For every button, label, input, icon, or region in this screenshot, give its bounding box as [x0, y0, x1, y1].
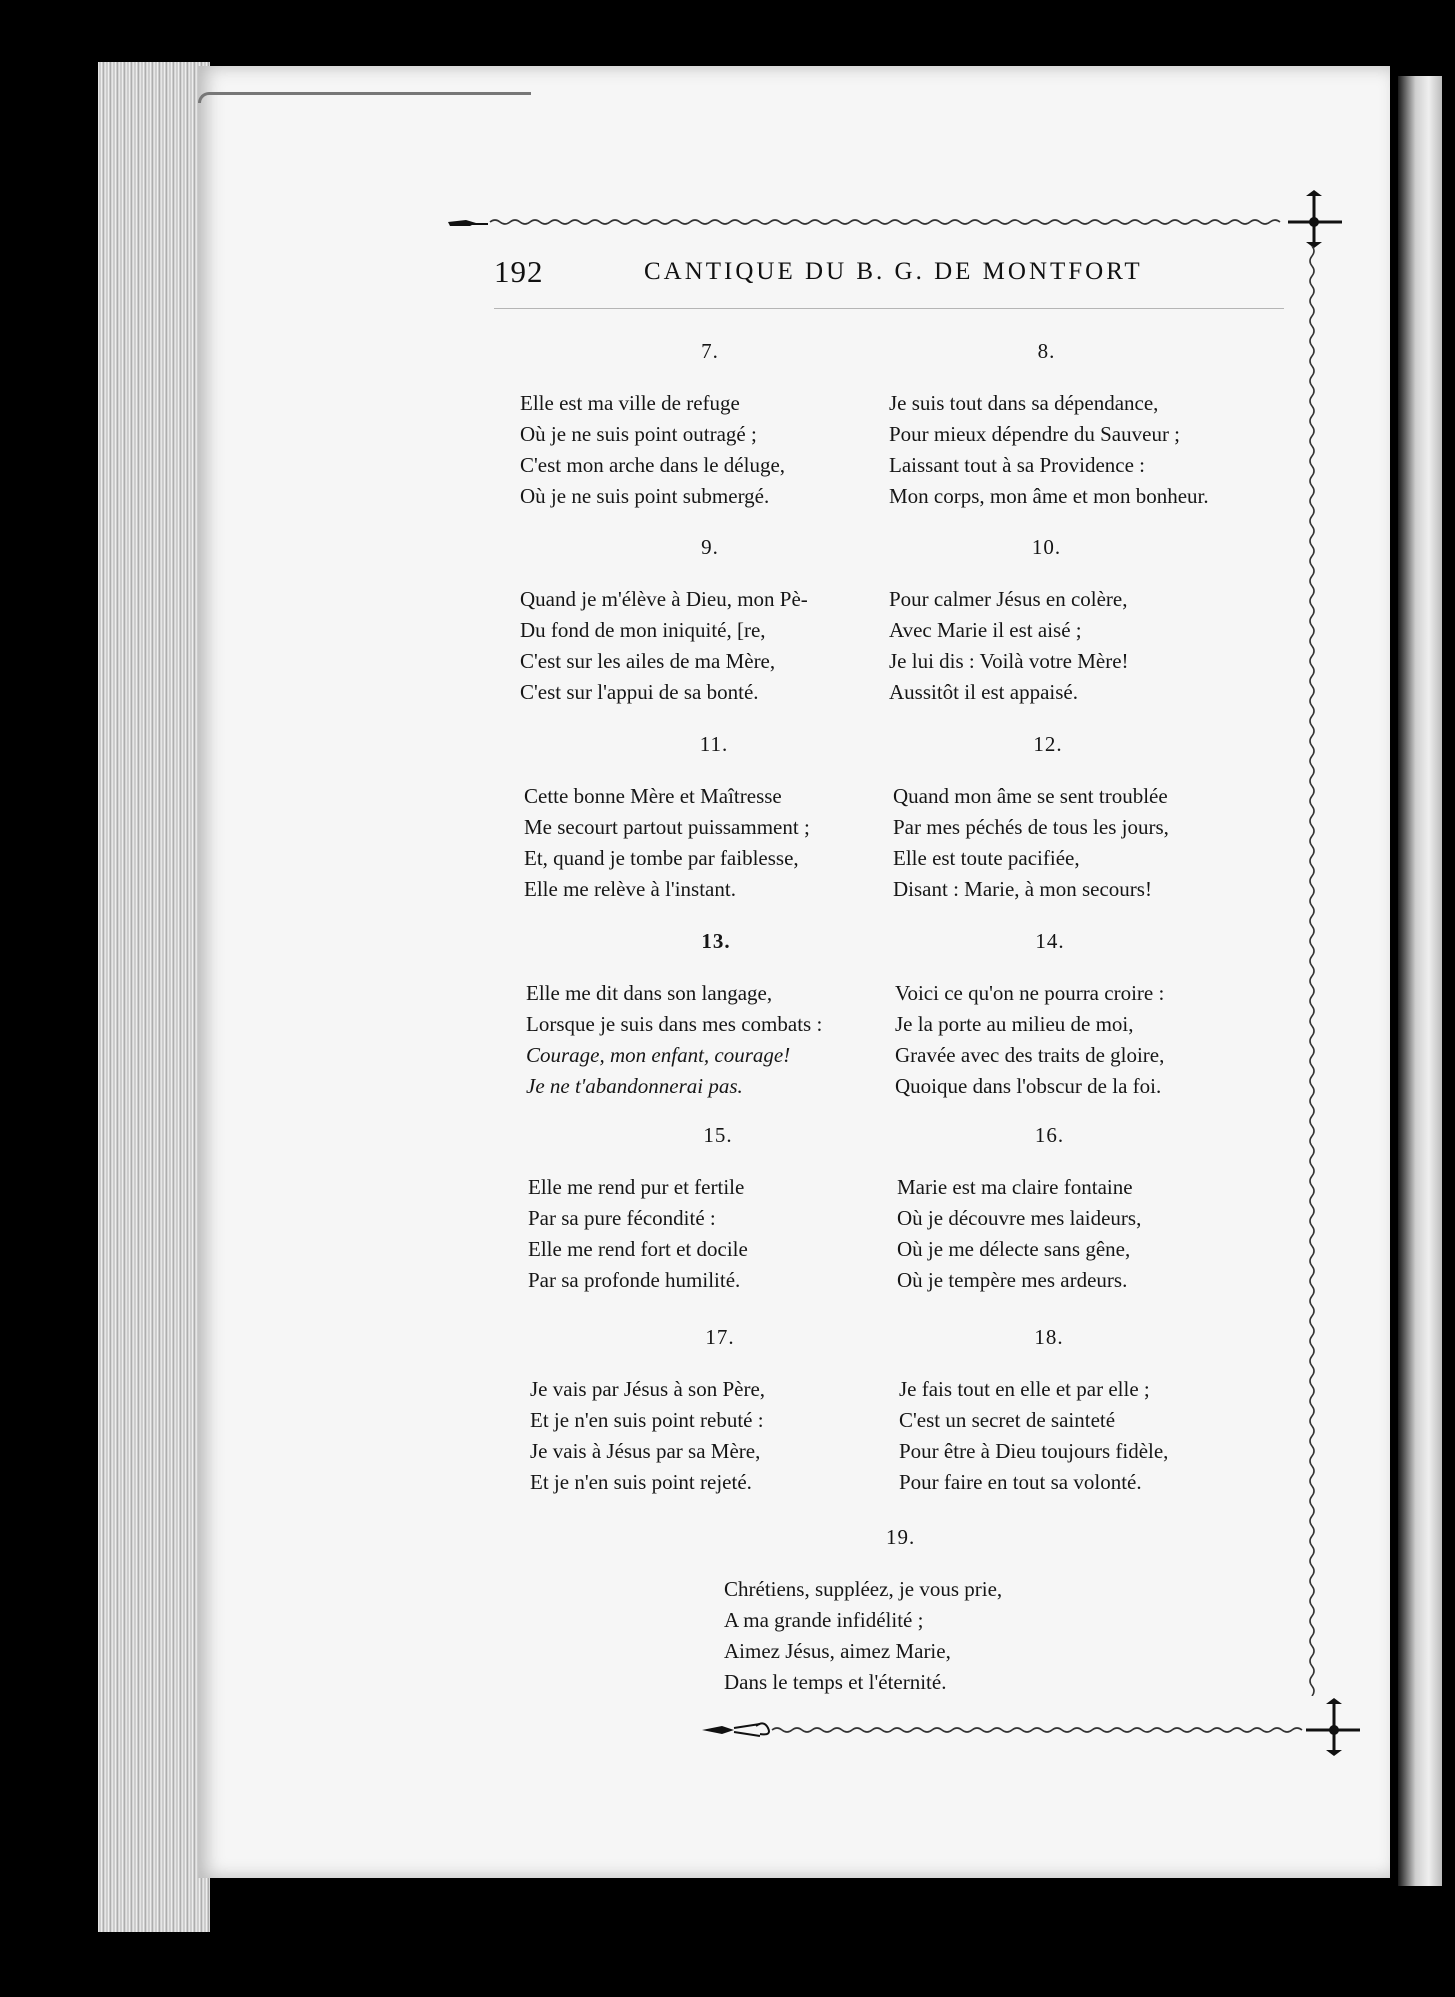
verse-line: Me secourt partout puissamment ;: [524, 815, 810, 839]
stanza-number: 13.: [701, 929, 731, 953]
stanza-13: [526, 924, 906, 1102]
header-rule: [494, 308, 1284, 309]
stanza-8: [889, 334, 1309, 512]
verse-line: Par sa profonde humilité.: [528, 1268, 741, 1292]
stanza-16: [897, 1118, 1277, 1296]
verse-line: C'est mon arche dans le déluge,: [520, 453, 786, 477]
top-ornament-border: [440, 190, 1360, 250]
stanza-9: [520, 530, 900, 708]
verse-line: Où je découvre mes laideurs,: [897, 1206, 1142, 1230]
stanza-10: [889, 530, 1269, 708]
stanza-number: 19.: [886, 1525, 916, 1549]
verse-line: Gravée avec des traits de gloire,: [895, 1043, 1165, 1067]
verse-line: C'est sur les ailes de ma Mère,: [520, 649, 776, 673]
verse-line: Pour être à Dieu toujours fidèle,: [899, 1439, 1169, 1463]
page-curl: [198, 92, 531, 103]
verse-line: Avec Marie il est aisé ;: [889, 618, 1082, 642]
verse-line: Courage, mon enfant, courage!: [526, 1043, 791, 1067]
verse-line: A ma grande infidélité ;: [724, 1608, 924, 1632]
verse-line: Lorsque je suis dans mes combats :: [526, 1012, 823, 1036]
verse-line: Elle me rend fort et docile: [528, 1237, 748, 1261]
stanza-11: [524, 727, 904, 905]
stanza-number: 18.: [1034, 1325, 1064, 1349]
verse-line: Où je ne suis point outragé ;: [520, 422, 757, 446]
verse-line: Par sa pure fécondité :: [528, 1206, 716, 1230]
stanza-number: 16.: [1034, 1123, 1065, 1147]
stanza-number: 12.: [1033, 732, 1063, 756]
verse-line: Je vais à Jésus par sa Mère,: [530, 1439, 761, 1463]
stanza-19: [724, 1520, 1104, 1698]
stanza-14: [895, 924, 1275, 1102]
verse-line: Elle me dit dans son langage,: [526, 981, 773, 1005]
verse-line: Pour calmer Jésus en colère,: [889, 587, 1128, 611]
stanza-number: 9.: [701, 535, 719, 559]
verse-line: Et, quand je tombe par faiblesse,: [524, 846, 799, 870]
verse-line: Pour mieux dépendre du Sauveur ;: [889, 422, 1181, 446]
verse-line: Où je ne suis point submergé.: [520, 484, 770, 508]
verse-line: C'est un secret de sainteté: [899, 1408, 1116, 1432]
verse-line: Où je tempère mes ardeurs.: [897, 1268, 1128, 1292]
verse-line: Quand je m'élève à Dieu, mon Pè-: [520, 587, 808, 611]
verse-line: Je ne t'abandonnerai pas.: [526, 1074, 743, 1098]
verse-line: Quand mon âme se sent troublée: [893, 784, 1168, 808]
stanza-15: [528, 1118, 908, 1296]
verse-line: Et je n'en suis point rejeté.: [530, 1470, 752, 1494]
stanza-12: [893, 727, 1273, 905]
verse-line: Elle me rend pur et fertile: [528, 1175, 745, 1199]
page-header: [494, 254, 1284, 294]
verse-line: Où je me délecte sans gêne,: [897, 1237, 1131, 1261]
verse-line: Elle me relève à l'instant.: [524, 877, 736, 901]
verse-line: Et je n'en suis point rebuté :: [530, 1408, 764, 1432]
verse-line: Aimez Jésus, aimez Marie,: [724, 1639, 951, 1663]
stanza-number: 8.: [1037, 339, 1056, 363]
verse-line: Quoique dans l'obscur de la foi.: [895, 1074, 1162, 1098]
next-page-edge: [1398, 76, 1442, 1886]
book-page-edges: [98, 62, 210, 1932]
bottom-ornament-border: [700, 1698, 1360, 1758]
stanza-number: 14.: [1035, 929, 1065, 953]
verse-line: Dans le temps et l'éternité.: [724, 1670, 947, 1694]
stanza-number: 11.: [699, 732, 729, 756]
verse-line: Par mes péchés de tous les jours,: [893, 815, 1169, 839]
verse-line: Marie est ma claire fontaine: [897, 1175, 1133, 1199]
verse-line: Je suis tout dans sa dépendance,: [889, 391, 1159, 415]
verse-line: Cette bonne Mère et Maîtresse: [524, 784, 782, 808]
verse-line: Pour faire en tout sa volonté.: [899, 1470, 1142, 1494]
verse-line: Elle est ma ville de refuge: [520, 391, 740, 415]
stanza-number: 15.: [703, 1123, 733, 1147]
verse-line: Je fais tout en elle et par elle ;: [899, 1377, 1150, 1401]
verse-line: Je la porte au milieu de moi,: [895, 1012, 1134, 1036]
stanza-18: [899, 1320, 1279, 1498]
verse-line: [520, 615, 900, 646]
verse-line: Chrétiens, suppléez, je vous prie,: [724, 1577, 1003, 1601]
verse-line: Je vais par Jésus à son Père,: [530, 1377, 766, 1401]
verse-line: Disant : Marie, à mon secours!: [893, 877, 1152, 901]
stanza-7: [520, 334, 900, 512]
verse-line-main: Du fond de mon iniquité, [re,: [520, 618, 766, 642]
page-number: 192: [494, 254, 544, 289]
stanza-17: [530, 1320, 910, 1498]
stanza-number: 17.: [705, 1325, 735, 1349]
verse-line: Mon corps, mon âme et mon bonheur.: [889, 484, 1209, 508]
verse-line: Aussitôt il est appaisé.: [889, 680, 1078, 704]
verse-line: Je lui dis : Voilà votre Mère!: [889, 649, 1129, 673]
running-title: CANTIQUE DU B. G. DE MONTFORT: [644, 258, 1143, 285]
verse-line: Voici ce qu'on ne pourra croire :: [895, 981, 1165, 1005]
verse-line: Elle est toute pacifiée,: [893, 846, 1080, 870]
verse-line: Laissant tout à sa Providence :: [889, 453, 1146, 477]
stanza-number: 10.: [1031, 535, 1062, 559]
stanza-number: 7.: [701, 339, 719, 363]
verse-line: C'est sur l'appui de sa bonté.: [520, 680, 759, 704]
